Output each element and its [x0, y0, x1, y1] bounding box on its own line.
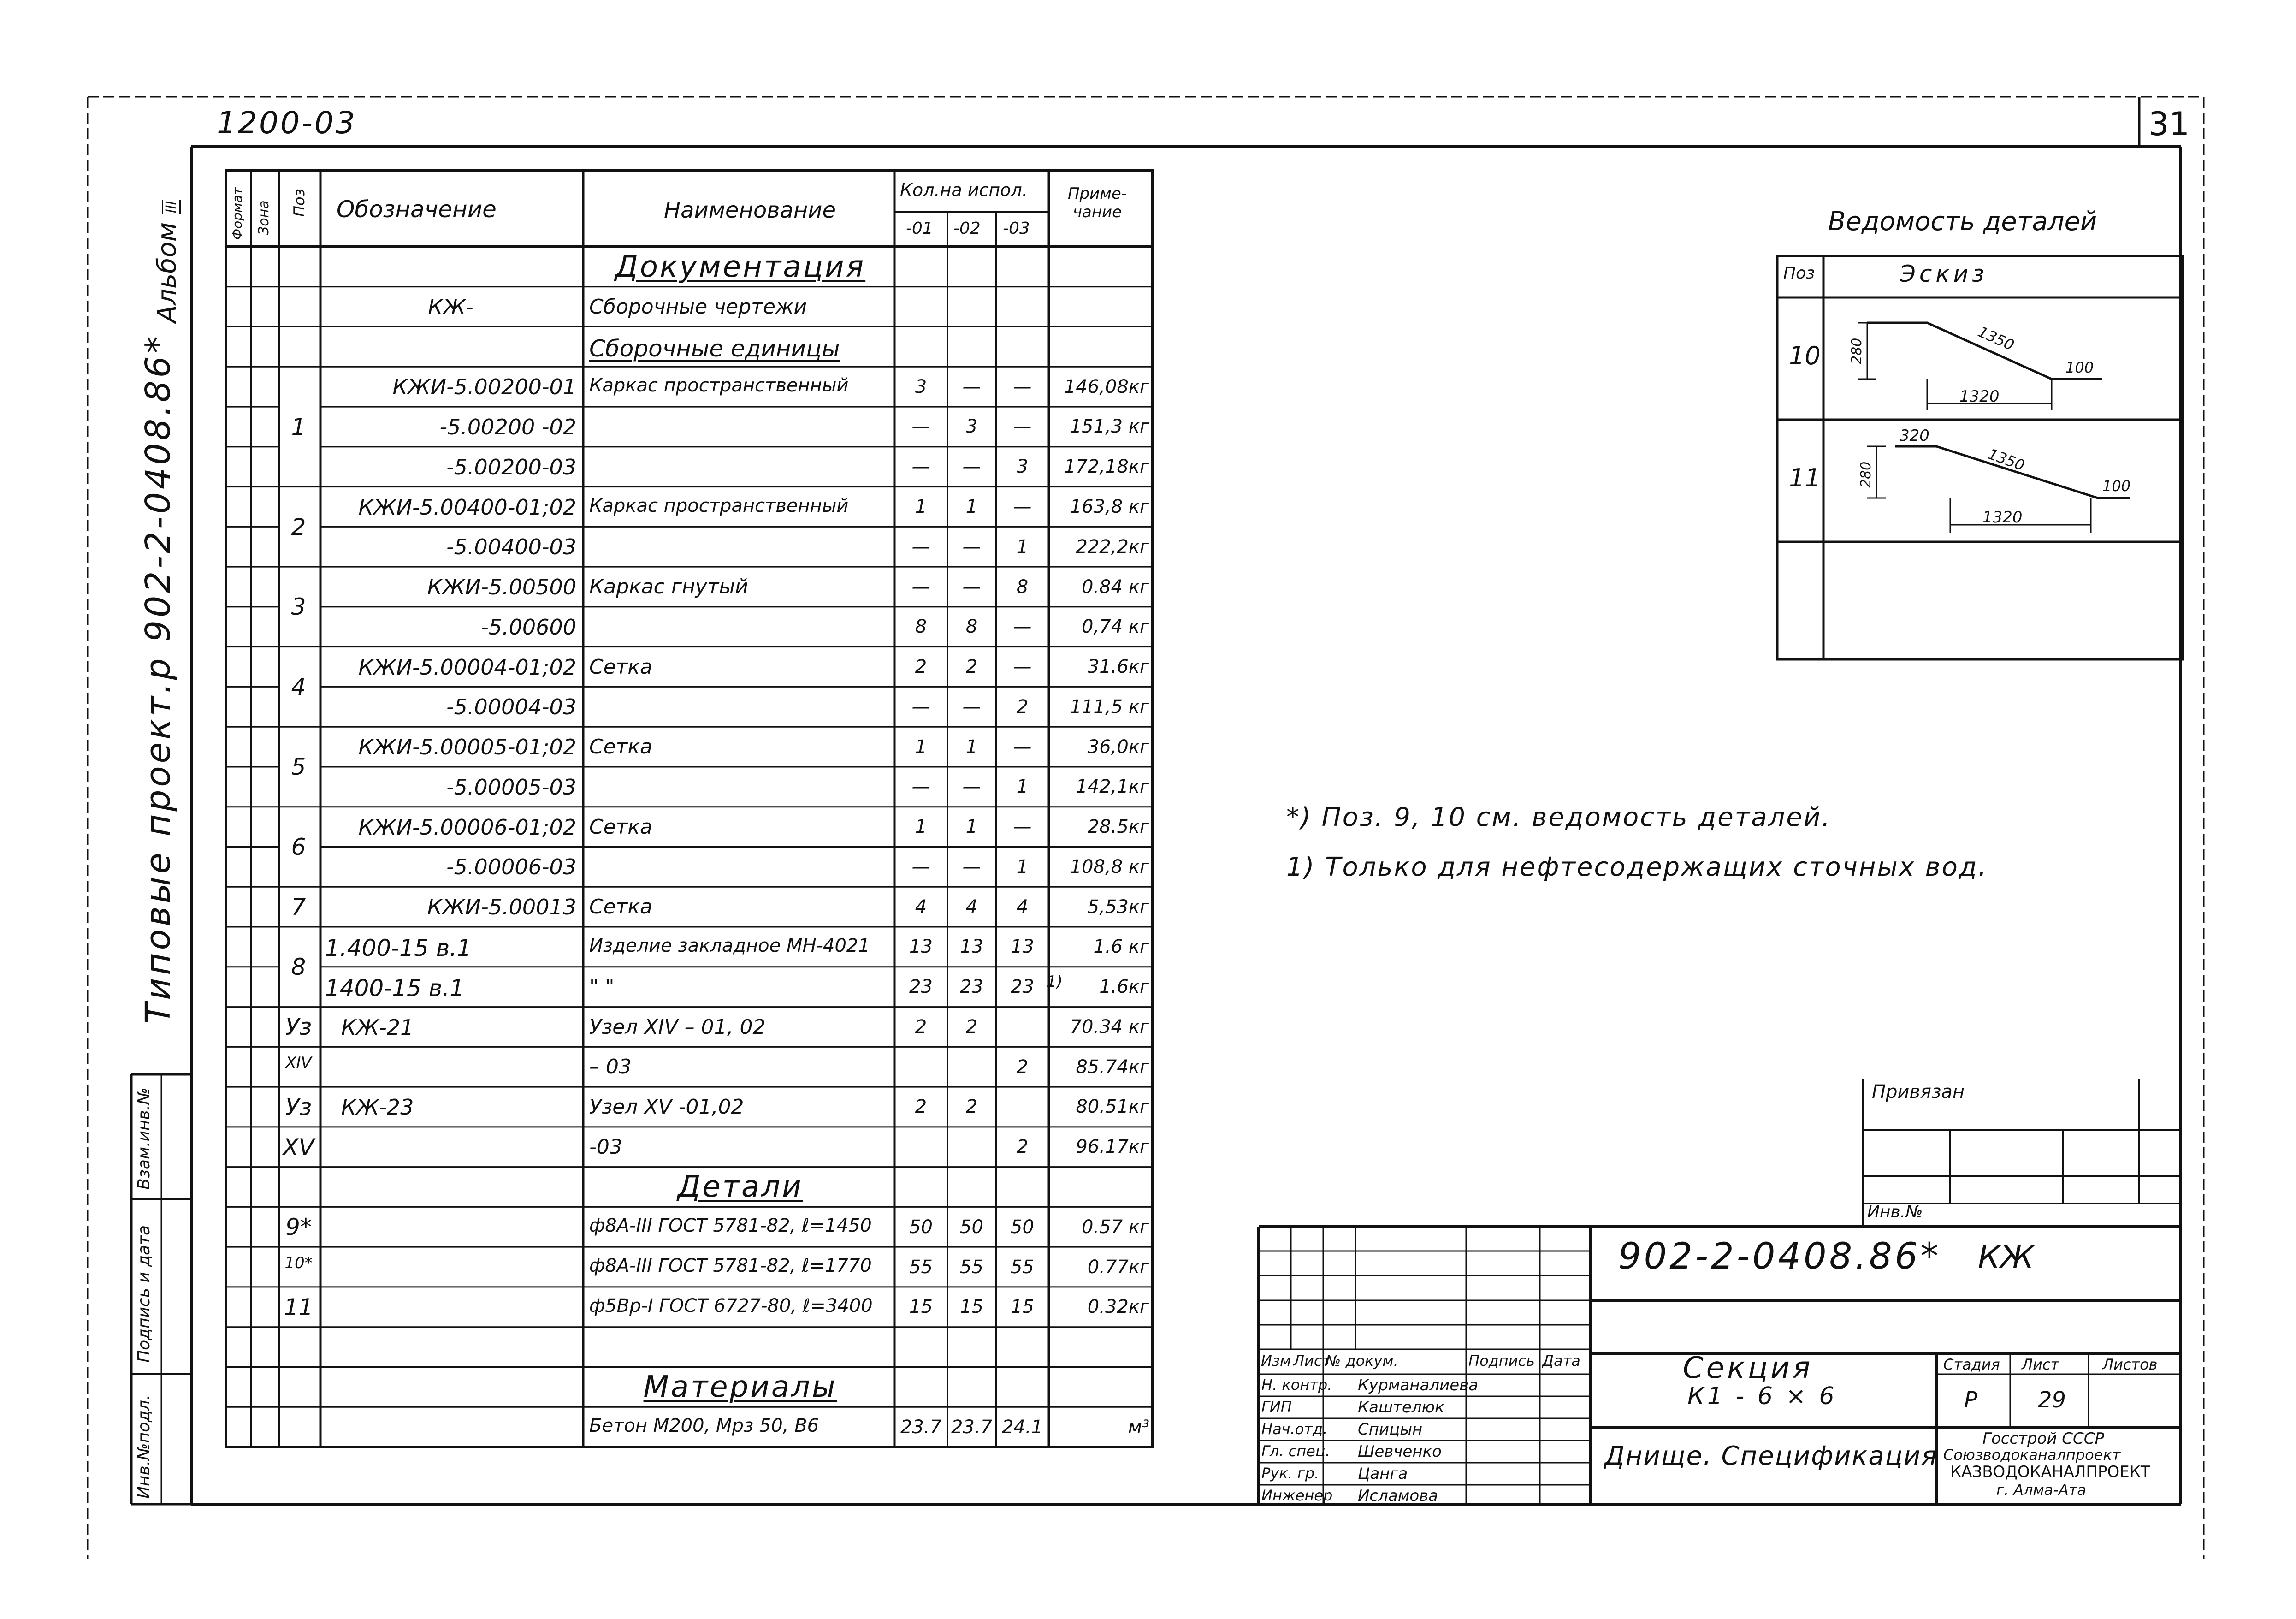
cell-qty-01: — — [911, 696, 930, 718]
cell-qty-02: 1 — [965, 816, 978, 838]
cell-qty-03: — — [1013, 736, 1032, 758]
cell-qty-03: 15 — [1011, 1296, 1034, 1318]
cell-oboznachenie: КЖ-23 — [341, 1095, 414, 1120]
cell-prim: 0.77кг — [1087, 1256, 1149, 1278]
cell-qty-03: 2 — [1016, 1056, 1029, 1078]
org-line-4: г. Алма-Ата — [1996, 1481, 2086, 1499]
object-line-2: К1 - 6 × 6 — [1687, 1382, 1837, 1410]
cell-qty-03: 55 — [1011, 1256, 1034, 1278]
title-block-col-header: Подпись — [1468, 1352, 1535, 1370]
detail-10-dim-280: 280 — [1849, 338, 1865, 364]
cell-poz: 5 — [291, 753, 306, 781]
cell-prim: 142,1кг — [1076, 776, 1149, 798]
detail-10-dim-1350: 1350 — [1975, 323, 2017, 354]
cell-prim: 108,8 кг — [1070, 856, 1149, 878]
title-block-col-header: Дата — [1542, 1352, 1580, 1370]
cell-qty-03: 23 — [1011, 976, 1034, 998]
signature-role: ГИП — [1261, 1398, 1292, 1416]
detail-10-poz: 10 — [1789, 341, 1821, 370]
cell-qty-02: — — [962, 456, 981, 478]
cell-poz: XV — [283, 1133, 314, 1161]
cell-oboznachenie: КЖИ-5.00400-01;02 — [358, 494, 576, 520]
detail-11-dim-320: 320 — [1900, 427, 1929, 445]
cell-poz: 6 — [291, 833, 306, 860]
header-format: Формат — [230, 187, 245, 240]
cell-prim: 85.74кг — [1076, 1056, 1149, 1078]
cell-oboznachenie: КЖИ-5.00006-01;02 — [358, 814, 576, 840]
cell-prim: 70.34 кг — [1070, 1016, 1149, 1038]
cell-oboznachenie: КЖИ-5.00004-01;02 — [358, 654, 576, 680]
cell-prim: 1.6кг — [1099, 976, 1149, 998]
cell-qty-02: 23.7 — [951, 1416, 993, 1438]
cell-prim: 31.6кг — [1087, 656, 1149, 678]
cell-qty-01: 4 — [915, 896, 927, 918]
cell-prim: 96.17кг — [1076, 1136, 1149, 1158]
header-v02: -02 — [953, 219, 981, 238]
signature-name: Курманалиева — [1358, 1376, 1479, 1394]
cell-naimenovanie: " " — [589, 975, 615, 999]
cell-poz: 4 — [291, 673, 306, 700]
cell-oboznachenie: -5.00006-03 — [446, 854, 576, 880]
cell-prim: 151,3 кг — [1070, 416, 1149, 438]
detail-11-poz: 11 — [1789, 463, 1821, 492]
sheet-label: Лист — [2022, 1356, 2059, 1373]
cell-prim: 0,74 кг — [1082, 616, 1149, 638]
cell-qty-02: 1 — [965, 496, 978, 517]
cell-poz: Уз — [285, 1093, 312, 1121]
cell-qty-03: 3 — [1016, 456, 1029, 478]
cell-naimenovanie: Узел XIV – 01, 02 — [589, 1015, 766, 1039]
cell-prim: 146,08кг — [1064, 376, 1149, 397]
details-poz-header: Поз — [1783, 264, 1815, 283]
header-naimenovanie: Наименование — [664, 197, 836, 223]
cell-oboznachenie: КЖ- — [428, 294, 473, 320]
cell-qty-02: 2 — [965, 1096, 978, 1118]
stage-value: Р — [1964, 1387, 1977, 1413]
cell-qty-02: 1 — [965, 736, 978, 758]
cell-qty-03: — — [1013, 816, 1032, 838]
cell-naimenovanie: Узел XV -01,02 — [589, 1095, 744, 1119]
cell-qty-03: — — [1013, 496, 1032, 517]
cell-oboznachenie: -5.00200-03 — [446, 454, 576, 480]
cell-naimenovanie: Сборочные чертежи — [589, 295, 807, 319]
stamp-podpis-data: Подпись и дата — [135, 1225, 154, 1363]
cell-qty-02: 15 — [960, 1296, 983, 1318]
header-kol-na-ispol: Кол.на испол. — [900, 180, 1028, 200]
header-v01: -01 — [906, 219, 933, 238]
cell-poz: 8 — [291, 954, 306, 981]
signature-role: Инженер — [1261, 1487, 1333, 1504]
cell-naimenovanie: Каркас гнутый — [589, 575, 748, 599]
detail-11-dim-100: 100 — [2102, 477, 2131, 495]
cell-qty-02: 50 — [960, 1216, 983, 1238]
cell-qty-03: 1 — [1016, 536, 1029, 557]
cell-poz: 11 — [284, 1293, 314, 1321]
cell-oboznachenie: 1400-15 в.1 — [325, 974, 464, 1002]
sheet-name: Днище. Спецификация — [1604, 1441, 1938, 1471]
stamp-inv-podl: Инв.№подл. — [135, 1394, 154, 1499]
cell-qty-01: — — [911, 776, 930, 798]
cell-prim: 163,8 кг — [1070, 496, 1149, 517]
cell-qty-03: 1 — [1016, 856, 1029, 878]
note-2: 1) Только для нефтесодержащих сточных вод. — [1286, 852, 1988, 882]
cell-prim: 0.84 кг — [1082, 576, 1149, 598]
signature-role: Рук. гр. — [1261, 1465, 1320, 1482]
cell-naimenovanie: Документация — [615, 249, 866, 284]
cell-qty-03: 4 — [1016, 896, 1029, 918]
cell-qty-01: — — [911, 416, 930, 438]
cell-qty-03: 50 — [1011, 1216, 1034, 1238]
header-zona: Зона — [256, 200, 272, 235]
cell-qty-03: — — [1013, 416, 1032, 438]
details-eskiz-header: Эскиз — [1900, 261, 1988, 287]
cell-qty-02: — — [962, 376, 981, 397]
details-title: Ведомость деталей — [1828, 207, 2097, 237]
cell-naimenovanie: Сетка — [589, 735, 652, 759]
cell-qty-01: 1 — [915, 816, 927, 838]
cell-naimenovanie: Сетка — [589, 655, 652, 679]
cell-naimenovanie: -03 — [589, 1135, 622, 1159]
cell-naimenovanie: ф5Вр-I ГОСТ 6727-80, ℓ=3400 — [589, 1295, 873, 1317]
cell-qty-01: — — [911, 576, 930, 598]
cell-qty-03: 8 — [1016, 576, 1029, 598]
signature-role: Нач.отд. — [1261, 1420, 1328, 1438]
cell-oboznachenie: КЖИ-5.00200-01 — [392, 374, 576, 400]
cell-oboznachenie: 1.400-15 в.1 — [325, 934, 472, 961]
cell-qty-02: — — [962, 576, 981, 598]
cell-note-mark: 1) — [1047, 972, 1063, 991]
cell-qty-02: 23 — [960, 976, 983, 998]
cell-qty-01: 55 — [909, 1256, 933, 1278]
cell-qty-01: 1 — [915, 736, 927, 758]
cell-qty-01: 15 — [909, 1296, 933, 1318]
cell-poz: 10* — [284, 1253, 313, 1272]
cell-qty-02: — — [962, 536, 981, 557]
signature-role: Н. контр. — [1261, 1376, 1332, 1394]
cell-qty-01: 1 — [915, 496, 927, 517]
privyazan-inv: Инв.№ — [1867, 1203, 1923, 1222]
org-line-1: Госстрой СССР — [1982, 1429, 2104, 1448]
page-number: 31 — [2148, 105, 2190, 143]
cell-qty-03: 13 — [1011, 936, 1034, 958]
cell-prim: 5,53кг — [1087, 896, 1149, 918]
doc-code: 902-2-0408.86* — [1618, 1236, 1941, 1277]
cell-prim: 172,18кг — [1064, 456, 1149, 478]
cell-naimenovanie: – 03 — [589, 1055, 632, 1079]
project-label: Типовые проект.р 902-2-0408.86* — [138, 333, 178, 1024]
cell-qty-02: 8 — [965, 616, 978, 638]
org-line-2: Союзводоканалпроект — [1943, 1446, 2121, 1464]
detail-11-dim-1320: 1320 — [1982, 508, 2023, 527]
cell-qty-02: — — [962, 776, 981, 798]
cell-naimenovanie: Сборочные единицы — [589, 335, 840, 362]
cell-prim: 0.57 кг — [1082, 1216, 1149, 1238]
cell-poz: XIV — [285, 1053, 312, 1072]
cell-qty-01: 3 — [915, 376, 927, 397]
cell-qty-03: — — [1013, 656, 1032, 678]
cell-poz: 7 — [291, 893, 306, 920]
cell-qty-01: 2 — [915, 1096, 927, 1118]
privyazan-label: Привязан — [1872, 1081, 1965, 1103]
cell-prim: 1.6 кг — [1093, 936, 1149, 958]
signature-name: Исламова — [1358, 1487, 1438, 1505]
cell-qty-01: 50 — [909, 1216, 933, 1238]
doc-mark: КЖ — [1978, 1239, 2034, 1276]
cell-qty-03: — — [1013, 616, 1032, 638]
cell-prim: 0.32кг — [1087, 1296, 1149, 1318]
cell-qty-01: 23 — [909, 976, 933, 998]
cell-oboznachenie: КЖ-21 — [341, 1014, 414, 1040]
cell-poz: 3 — [291, 593, 306, 621]
signature-role: Гл. спец. — [1261, 1442, 1330, 1460]
detail-11-dim-280: 280 — [1858, 461, 1874, 488]
cell-naimenovanie: Изделие закладное МН-4021 — [589, 935, 870, 957]
cell-naimenovanie: Каркас пространственный — [589, 375, 849, 397]
cell-oboznachenie: -5.00200 -02 — [439, 415, 576, 439]
stamp-vzam-inv: Взам.инв.№ — [135, 1087, 154, 1190]
cell-poz: 9* — [285, 1214, 312, 1241]
cell-qty-02: 13 — [960, 936, 983, 958]
header-oboznachenie: Обозначение — [337, 196, 497, 223]
album-number: III — [162, 200, 181, 214]
cell-naimenovanie: ф8А-III ГОСТ 5781-82, ℓ=1770 — [589, 1255, 872, 1277]
cell-qty-03: — — [1013, 376, 1032, 397]
cell-naimenovanie: Бетон М200, Мрз 50, В6 — [589, 1415, 819, 1437]
header-poz: Поз — [290, 189, 308, 217]
cell-naimenovanie: Детали — [677, 1170, 803, 1204]
org-line-3: КАЗВОДОКАНАЛПРОЕКТ — [1950, 1463, 2150, 1481]
cell-qty-01: 13 — [909, 936, 933, 958]
cell-oboznachenie: -5.00400-03 — [446, 534, 576, 560]
cell-prim: 28.5кг — [1087, 816, 1149, 838]
cell-prim: 222,2кг — [1076, 536, 1149, 557]
detail-10-dim-1320: 1320 — [1959, 387, 2000, 406]
sheet-code-top: 1200-03 — [217, 105, 357, 141]
cell-oboznachenie: -5.00004-03 — [446, 694, 576, 720]
signature-name: Каштелюк — [1358, 1398, 1444, 1417]
cell-qty-03: 1 — [1016, 776, 1029, 798]
cell-qty-01: 23.7 — [900, 1416, 942, 1438]
cell-oboznachenie: КЖИ-5.00005-01;02 — [358, 735, 576, 760]
sheet-value: 29 — [2038, 1387, 2066, 1413]
cell-qty-02: 55 — [960, 1256, 983, 1278]
cell-naimenovanie: Материалы — [643, 1370, 837, 1405]
cell-oboznachenie: КЖИ-5.00500 — [427, 575, 576, 600]
cell-naimenovanie: Каркас пространственный — [589, 495, 849, 516]
cell-poz: 1 — [291, 413, 306, 440]
cell-qty-03: 2 — [1016, 1136, 1029, 1158]
cell-qty-02: 2 — [965, 656, 978, 678]
cell-qty-02: 2 — [965, 1016, 978, 1038]
detail-11-dim-1350: 1350 — [1986, 445, 2027, 474]
cell-prim: 80.51кг — [1076, 1096, 1149, 1118]
signature-name: Шевченко — [1358, 1442, 1442, 1461]
cell-qty-01: — — [911, 536, 930, 557]
cell-qty-02: 3 — [965, 416, 978, 438]
cell-oboznachenie: -5.00600 — [481, 614, 576, 640]
cell-qty-02: 4 — [965, 896, 978, 918]
cell-qty-01: — — [911, 456, 930, 478]
cell-prim: 36,0кг — [1087, 736, 1149, 758]
sheets-label: Листов — [2102, 1356, 2158, 1373]
title-block-col-header: № докум. — [1326, 1352, 1398, 1370]
cell-qty-03: 24.1 — [1001, 1416, 1043, 1438]
cell-poz: 2 — [291, 513, 306, 540]
cell-prim: 111,5 кг — [1070, 696, 1149, 718]
cell-qty-01: 2 — [915, 1016, 927, 1038]
signature-name: Спицын — [1358, 1420, 1423, 1439]
cell-qty-03: 2 — [1016, 696, 1029, 718]
header-v03: -03 — [1003, 219, 1030, 238]
album-label — [152, 200, 182, 323]
header-prim: Приме-чание — [1067, 184, 1127, 221]
album-label-text: Альбом — [152, 222, 182, 323]
object-line-1: Секция — [1683, 1351, 1813, 1385]
detail-10-dim-100: 100 — [2065, 359, 2094, 376]
cell-qty-02: — — [962, 856, 981, 878]
cell-oboznachenie: -5.00005-03 — [446, 774, 576, 800]
cell-naimenovanie: ф8А-III ГОСТ 5781-82, ℓ=1450 — [589, 1215, 872, 1237]
title-block-col-header: Изм — [1261, 1352, 1291, 1370]
cell-qty-01: — — [911, 856, 930, 878]
cell-qty-01: 2 — [915, 656, 927, 678]
title-block-col-header: Лист — [1293, 1352, 1331, 1370]
cell-naimenovanie: Сетка — [589, 895, 652, 919]
stage-label: Стадия — [1943, 1356, 2000, 1373]
cell-qty-01: 8 — [915, 616, 927, 638]
cell-qty-02: — — [962, 696, 981, 718]
cell-poz: Уз — [285, 1014, 312, 1041]
cell-prim: м³ — [1128, 1416, 1149, 1438]
cell-oboznachenie: КЖИ-5.00013 — [427, 895, 576, 920]
note-1: *) Поз. 9, 10 см. ведомость деталей. — [1286, 802, 1832, 832]
cell-naimenovanie: Сетка — [589, 815, 652, 839]
signature-name: Цанга — [1358, 1465, 1408, 1483]
